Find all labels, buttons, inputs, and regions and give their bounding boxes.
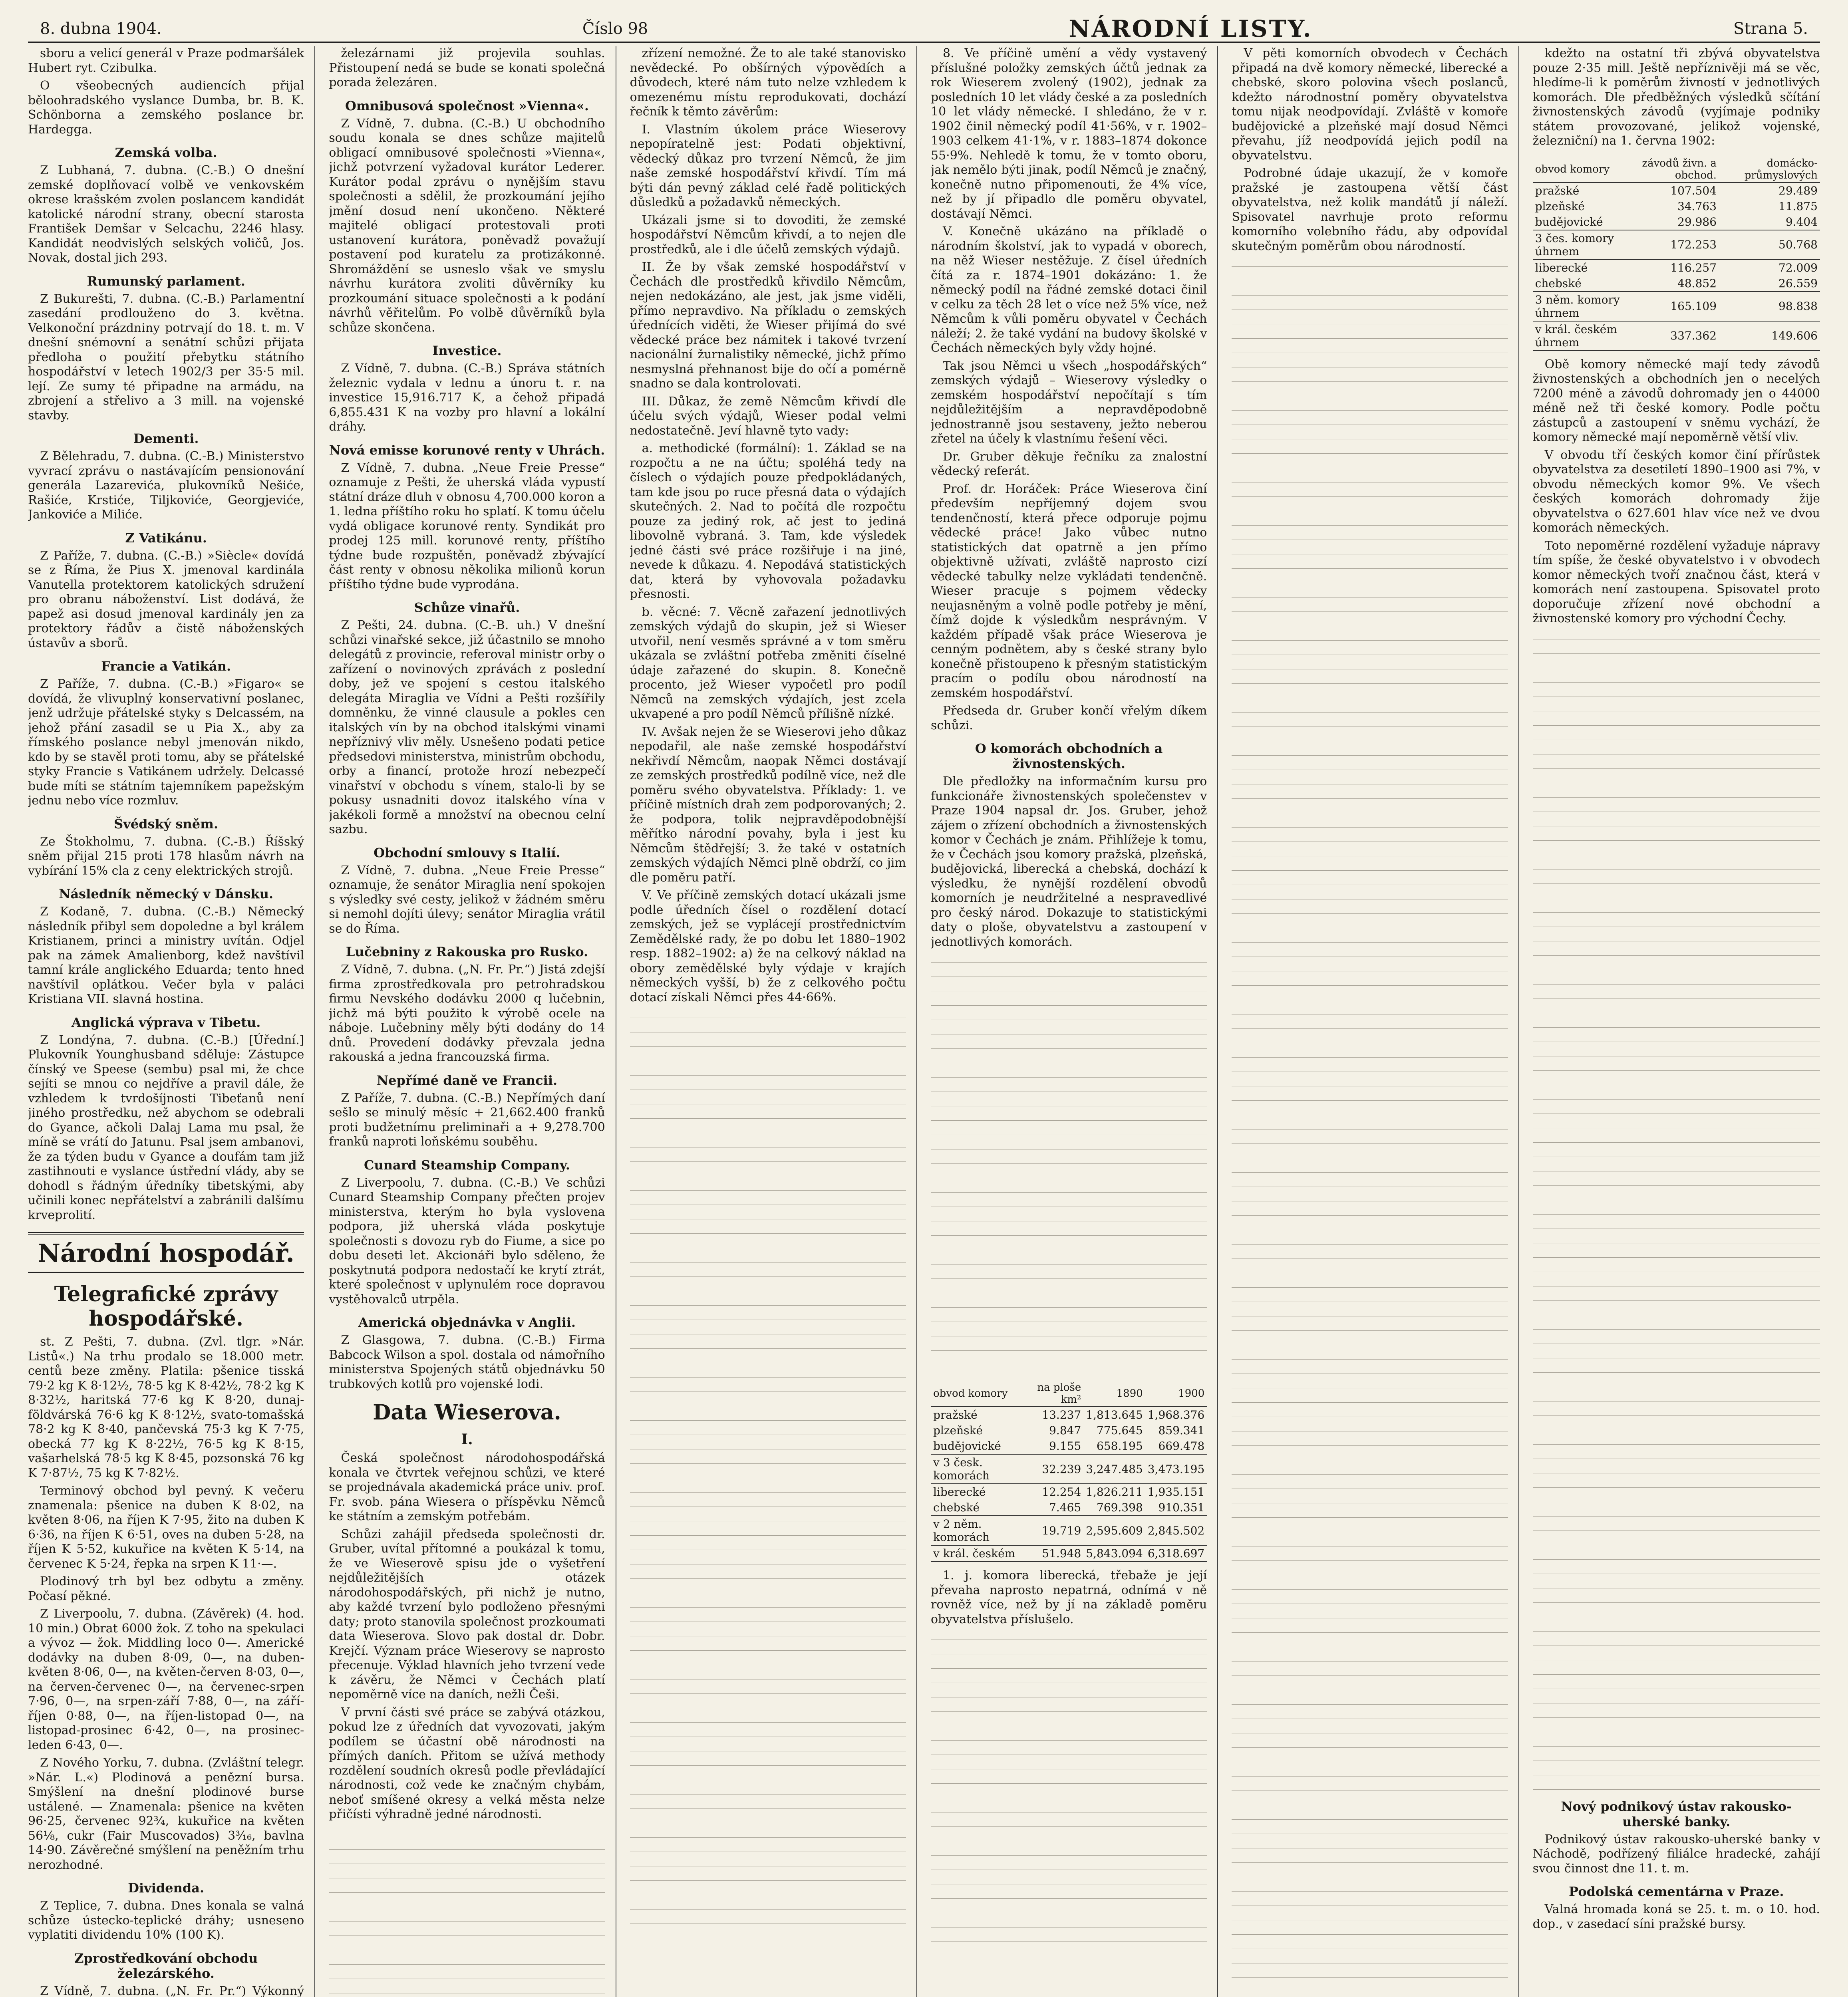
table-cell: 2,595.609 [1083,1516,1145,1545]
table-cell: 3,473.195 [1145,1454,1207,1484]
article-heading: Nepřímé daně ve Francii. [376,1072,558,1088]
article-heading: Dementi. [133,431,199,446]
table-cell: liberecké [933,1485,986,1499]
table-cell: budějovické [1535,215,1603,228]
table-cell: 29.489 [1778,184,1818,197]
table-cell: 116.257 [1670,261,1717,274]
article-text: Z Nového Yorku, 7. dubna. (Zvláštní telegr. »Nár. L.«) Plodinová a penězní bursa. Smýšlení na dnešní plodinové burse ustálené. — Znamenala: pšenice na květen 96·25, červenec 92¾, kukuřice na květen 56⅛, cukr (Fair Muscovados) 3³⁄₁₆, bavlna 14·90. Závěrečné smýšlení na peněžním trhu nerozhodné. [28,1756,304,1872]
article-heading: Lučebniny z Rakouska pro Rusko. [346,944,588,959]
article-komory-analysis [1232,46,1508,254]
article-korunova-renta [329,443,605,592]
table-cell: 3 něm. komory úhrnem [1533,292,1635,321]
article-text: Podnikový ústav rakousko-uherské banky v Náchodě, podřízený filiálce hradecké, zahájí svou činnost dne 11. t. m. [1532,1832,1820,1876]
table-cell: 9.404 [1785,215,1818,228]
article-heading: Švédský sněm. [114,816,219,832]
article-komory-cont [931,1568,1207,1627]
article-text: V. Konečně ukázáno na příkladě o národním školství, jak to vypadá v oborech, na něž Wieser nestěžuje. Z čísel úředních čítá za r. 1874–1901 dokázáno: 1. že německý podíl na řádné zemské dotaci činil v celku za těch 28 let o více než 5% více, než Němcům k vůli poměru obyvatel v Čechách náleží; 2. že také vydání na budovy školské v Čechách německých byly vždy hojné. [930,224,1207,355]
table-cell: 775.645 [1097,1424,1143,1437]
article-text: V. Ve příčině zemských dotací ukázali jsme podle úředních čísel o rozdělení dotací zemských, jež se vyplácejí prostřednictvím Zemědělské rady, že po dobu let 1880–1902 resp. 1882–1902: a) že na celkový náklad na obory zemědělské byly výdaje v krajích německých vyšší, b) že z celkového počtu dotací získali Němci přes 44·66%. [630,888,906,1004]
article-text: Dle předložky na informačním kursu pro funkcionáře živnostenských společenstev v Praze 1904 napsal dr. Jos. Gruber, jehož zájem o zřízení obchodních a živnostenských komor v Čechách je znám. Přihlížeje k tomu, že v Čechách jsou komory pražská, plzeňská, budějovická, liberecká a chebská, dochází k výsledku, že nynější rozdělení obvodů komorních je neudržitelné a nespravedlivé pro český národ. Dokazuje to statistickými daty o ploše, obyvatelstvu a zastoupení v jednotlivých komorách. [930,774,1207,949]
article-text: I. Vlastním úkolem práce Wieserovy nepopíratelně jest: Podati objektivní, vědecký důkaz pro tvrzení Němců, že jim naše zemské hospodářství křivdí. Tím má býti dán pevný základ celé řadě politických důsledků a požadavků německých. [630,122,906,209]
column-6 [1533,46,1820,1997]
table-cell: liberecké [1535,261,1588,274]
article-heading: Cunard Steamship Company. [364,1157,570,1173]
article-neprime-dane [329,1073,605,1149]
article-text: Z Bělehradu, 7. dubna. (C.-B.) Ministerstvo vyvrací zprávu o nastávajícím pensionování generála Lazarevića, plukovníků Nešiće, Rašiće, Krstiće, Tiljkoviće, Georgjeviće, Jankoviće a Miliće. [28,449,304,522]
article-heading: Data Wieserova. [373,1400,561,1425]
article-text: Z Liverpoolu, 7. dubna. (C.-B.) Ve schůzi Cunard Steamship Company přečten projev ministerstva, kterým ho byla vyslovena podpora, již uherská vláda poskytuje společnosti s dovozu ryb do Fiume, a sice po dobu deseti let. Akcionáři bylo sděleno, že poskytnutá podpora nedostačí ke krytí ztrát, které společnost v uplynulém roce dopravou vystěhovalců utrpěla. [329,1175,605,1306]
article-text: Schůzi zahájil předseda společnosti dr. Gruber, uvítal přítomné a poukázal k tomu, že ve Wieserově spisu jde o vyšetření nejdůležitějších otázek národohospodářských, při nichž je nutno, aby každé tvrzení bylo podloženo přesnými daty; proto stanovila společnost prozkoumati data Wieserova. Slovo pak dostal dr. Dobr. Krejčí. Význam práce Wieserovy se naprosto přecenuje. Výklad hlavních jeho tvrzení vede k závěru, že Němci v Čechách platí nepoměrně více na daních, nežli Češi. [329,1527,605,1701]
table-cell: 98.838 [1719,292,1820,321]
column-header: domácko-průmyslových [1719,157,1820,183]
article-tibet [28,1015,304,1223]
column-header: obvod komory [1533,157,1635,183]
article-text: V obvodu tří českých komor činí přírůstek obyvatelstva za desetiletí 1890–1900 asi 7%, v obvodu německých komor 9%. Ve všech českých komorách dohromady žije obyvatelstva o 627.601 hlav více než ve dvou komorách německých. [1532,448,1820,535]
article-heading: O komorách obchodních a živnostenských. [975,741,1163,771]
table-cell: 165.109 [1635,292,1719,321]
article-text: Z Bukurešti, 7. dubna. (C.-B.) Parlamentní zasedání prodlouženo do 3. května. Velkonoční prázdniny potrvají do 18. t. m. V dnešní snémovní a senátní schůzi přijata předloha o použití přebytku státního hospodářství v letech 1902/3 per 35·5 mil. lejí. Ze sumy té připadne na armádu, na zbrojení a střelivo a 3 mill. na vojenské stavby. [28,292,304,423]
article-rumunsky-parlament [28,274,304,423]
column-header: obvod komory [931,1381,1025,1407]
table-cell: 7.465 [1049,1501,1081,1514]
article-text: Z Teplice, 7. dubna. Dnes konala se valná schůze ústecko-teplické dráhy; usneseno vyplatiti dividendu 10% (100 K). [28,1899,304,1942]
table-cell: 1,826.211 [1086,1485,1143,1499]
article-text: Dr. Gruber děkuje řečníku za znalostní vědecký referát. [930,449,1207,478]
article-text: Plodinový trh byl bez odbytu a změny. Počasí pěkné. [28,1574,304,1603]
table-row [931,1438,1207,1454]
column-2 [329,46,616,1997]
table-row [931,1407,1207,1423]
article-text: kdežto na ostatní tři zbývá obyvatelstva pouze 2·35 mill. Ještě nepříznivěji má se věc, hledíme-li k poměrům živností v jednotlivých komorách. Dle předběžných výsledků sčítání živnostenských závodů (vyjímaje podniky státem provozované, jelikož vojenské, železniční) na 1. června 1902: [1532,46,1820,148]
column-4 [931,46,1218,1997]
article-text: Z Liverpoolu, 7. dubna. (Závěrek) (4. hod. 10 min.) Obrat 6000 žok. Z toho na spekulaci a vývoz — žok. Middling loco 0—. Americké dodávky na duben 8·09, 0—, na duben-květen 8·06, 0—, na květen-červen 8·03, 0—, na červen-červenec 0—, na červenec-srpen 7·96, 0—, na srpen-září 7·88, 0—, na září-říjen 0·88, 0—, na říjen-listopad 0—, na listopad-prosinec 6·42, 0—, na prosinec-leden 6·43, 0—. [28,1607,304,1752]
article-svedsky-snem [28,816,304,879]
table-cell: 34.763 [1677,199,1717,213]
article-heading: Zprostředkování obchodu železárského. [74,1950,258,1981]
table-cell: 3,247.485 [1083,1454,1145,1484]
article-americka-objednavka [329,1315,605,1392]
table-cell: 769.398 [1097,1501,1143,1514]
table-cell: 51.948 [1025,1545,1084,1562]
article-text: Podrobné údaje ukazují, že v komoře pražské je zastoupena větší část obyvatelstva, než kolik mandátů jí náleží. Spisovatel navrhuje proto reformu komorního volebního řádu, aby odpovídal skutečným poměrům obou národností. [1232,166,1508,253]
table-cell: 1,813.645 [1086,1408,1143,1421]
table-cell: pražské [1535,184,1580,197]
article-cementarna [1533,1884,1820,1931]
table-cell: 910.351 [1158,1501,1205,1514]
article-novy-ustav [1533,1799,1820,1876]
article-heading: Telegrafické zprávy hospodářské. [54,1282,278,1331]
table-cell: 658.195 [1097,1439,1143,1453]
article-columns [28,46,1820,1997]
table-row [931,1516,1207,1545]
table-cell: plzeňské [1535,199,1585,213]
article-text: Valná hromada koná se 25. t. m. o 10. hod. dop., v zasedací síni pražské bursy. [1532,1902,1820,1931]
article-text: II. Že by však zemské hospodářství v Čechách dle prostředků křivdilo Němcům, nejen nedokázáno, ale jest, jak jsme viděli, přímo nepravdivo. Na příkladu o zemských úřednících viděti, že Wieser přijímá do své vědecké práce bez námitek i takové tvrzení nacionální žurnalistiky německé, jichž přímo nesmyslná přehnanost bije do očí a pomérně snadno se dala kontrolovati. [630,260,906,391]
article-text: V pěti komorních obvodech v Čechách připadá na dvě komory německé, liberecké a chebské, skoro polovina všech poslanců, kdežto národnostní poměry obyvatelstva tomu nijak neodpovídají. Zvláště v komoře budějovické a plzeňské mají dosud Němci převahu, jíž neodpovídá jejich podíl na obyvatelstvu. [1232,46,1508,163]
article-komory [931,741,1207,949]
article-data-wieserova-cont [630,46,906,1005]
table-row [1533,183,1820,199]
article-text: Terminový obchod byl pevný. K večeru znamenala: pšenice na duben K 8·02, na květen 8·06, na říjen K 7·95, žito na duben K 6·36, na říjen K 6·51, oves na duben 5·28, na říjen K 5·52, kukuřice na květen K 5·14, na červenec K 5·24, řepka na srpen K 11·—. [28,1484,304,1571]
column-header: na ploše km² [1025,1381,1084,1407]
table-cell: 149.606 [1719,321,1820,351]
article-text: Toto nepoměrné rozdělení vyžaduje nápravy tím spíše, že české obyvatelstvo i v obvodech komor německých tvoří značnou část, která v komorách není zastoupena. Spisovatel proto doporučuje zřízení nové obchodní a živnostenské komory pro východní Čechy. [1532,538,1820,625]
article-text: st. Z Pešti, 7. dubna. (Zvl. tlgr. »Nár. Listů«.) Na trhu prodalo se 18.000 metr. centů beze změny. Platila: pšenice tisská 79·2 kg K 8·12½, 78·5 kg K 8·42½, 78·2 kg K 8·32½, haritská 77·6 kg K 8·20, dunaj-földvárská 76·6 kg K 8·12½, svato-tomašská 78·2 kg K 8·40, pančevská 75·3 kg K 7·75, obecká 77 kg K 8·22½, 76·5 kg K 8·15, vašarhelská 78·5 kg K 8·45, pozsonská 76 kg K 7·87½, 75 kg K 7·82½. [28,1335,304,1480]
table-cell: 3 čes. komory úhrnem [1533,230,1635,260]
newspaper-title: NÁRODNÍ LISTY. [1069,15,1313,42]
table-cell: 26.559 [1778,276,1818,290]
article-vatikan [28,530,304,651]
table-cell: chebské [1535,276,1582,290]
article-heading: Schůze vinařů. [414,600,520,615]
issue-date: 8. dubna 1904. [40,20,162,38]
table-cell: 48.852 [1677,276,1717,290]
article-text: 8. Ve příčině umění a vědy vystavený příslušné položky zemských účtů jednak za rok Wieserem zvolený (1902), jednak za posledních 10 let vlády české a za posledních 10 let vlády německé. I shledáno, že v r. 1902 činil německý podíl 41·56%, v r. 1902–1903 celkem 41·1%, v r. 1883–1874 dokonce 55·9%. Nehledě k tomu, že v tomto oboru, jak nemělo býti jinak, podíl Němců je značný, konečně nutno připomenouti, že 4% více, než by jí připadlo dle poměru obyvatel, dostávají Němci. [930,46,1207,221]
article-text: Předseda dr. Gruber končí vřelým díkem schůzi. [930,704,1207,732]
table-cell: 12.254 [1042,1485,1081,1499]
table-row [1533,321,1820,351]
article-naslednik [28,886,304,1007]
article-text: Z Paříže, 7. dubna. (C.-B.) Nepřímých daní sešlo se minulý měsíc + 21,662.400 franků proti budžetnímu preliminaři a + 9,278.700 franků naproti loňskému souběhu. [329,1091,605,1149]
column-5 [1232,46,1519,1997]
table-cell: 50.768 [1719,230,1820,260]
table-row [931,1500,1207,1516]
article-text: Česká společnost národohospodářská konala ve čtvrtek veřejnou schůzi, ve které se projednávala akademická práce univ. prof. Fr. svob. pána Wiesera o příspěvku Němců ke státním a zemským potřebám. [329,1451,605,1523]
table-cell: 5,843.094 [1083,1545,1145,1562]
table-cell: 11.875 [1778,199,1818,213]
article-omnibus [329,98,605,335]
article-heading: Zemská volba. [115,145,217,160]
text-block [931,1635,1207,1946]
text-block [931,957,1207,1377]
article-text: Prof. dr. Horáček: Práce Wieserova činí především nepříjemný dojem svou tendenčností, která přece odporuje pojmu vědecké práce! Jako vůbec nutno statistických dat opatrně a jen přímo objektivně užívati, zvláště naprosto cizí vědecké tabulky nelze vykládati tendenčně. Wieser pracuje s pojmem vědecky neujasněným a volně podle potřeby je mění, čímž dojde k výsledkům nesprávným. V každém případě však práce Wieserova je cenným podnětem, aby s české strany bylo konečně přistoupeno k přesným statistickým pracím o podílu obou národností na zemském hospodářství. [930,482,1207,700]
article-heading: Podolská cementárna v Praze. [1569,1884,1784,1899]
article-text: Z Paříže, 7. dubna. (C.-B.) »Siècle« dovídá se z Říma, že Pius X. jmenoval kardinála Vanutella protektorem katolických sdružení pro obranu náboženství. List dodává, že papež asi dosud jmenoval kardinály jen za protektory řádův a čistě náboženských ústavův a sborů. [28,548,304,650]
article-audience [28,46,304,137]
article-heading: Dividenda. [128,1880,205,1896]
column-3 [630,46,917,1997]
table-cell: pražské [933,1408,978,1421]
article-text: Z Vídně, 7. dubna. („N. Fr. Pr.“) Jistá zdejší firma zprostředkovala pro petrohradskou firmu Nevského dodávku 2000 q lučebnin, jichž má býti použito k výrobě ocele na náboje. Lučebniny měly býti dodány do 14 dnů. Provedení dodávky převzala jedna rakouská a jedna francouzská firma. [329,963,605,1064]
article-text: Z Vídně, 7. dubna. „Neue Freie Presse“ oznamuje, že senátor Miraglia není spokojen s výsledky své cesty, jelikož v žádném směru si nemohl dojíti úlevy; senátor Miraglia vrátil se do Říma. [329,863,605,936]
table-row [1533,292,1820,321]
table-cell: 107.504 [1670,184,1717,197]
article-cunard [329,1157,605,1307]
article-text: Z Paříže, 7. dubna. (C.-B.) »Figaro« se dovídá, že vlivuplný konservativní poslanec, jenž udržuje přátelské styky s Delcassém, na jehož přání zasadil se u Pia X., aby za římského poslance nebyl jmenován nikdo, kdo by se stavěl proti tomu, aby se přátelské styky Francie s Vatikánem udržely. Delcassé bude míti se státním tajemníkem papežským jednu nebo více rozmluv. [28,677,304,808]
table-cell: 29.986 [1677,215,1717,228]
article-heading: Americká objednávka v Anglii. [358,1315,576,1330]
article-heading: Nová emisse korunové renty v Uhrách. [329,442,605,458]
article-komory-conclusion [1533,357,1820,626]
table-cell: 669.478 [1158,1439,1205,1453]
text-block [1533,634,1820,1793]
article-heading: Následník německý v Dánsku. [59,886,274,901]
article-schuze-vinaru [329,600,605,837]
article-telegraficke-zpravy [28,1282,304,1872]
table-row [1533,276,1820,292]
issue-number: Číslo 98 [582,20,648,38]
table-row [1533,260,1820,276]
article-heading: Z Vatikánu. [125,530,207,546]
article-komory-zivnosti [1533,46,1820,149]
article-text: Tak jsou Němci u všech „hospodářských“ zemských výdajů – Wieserovy výsledky o zemském hospodářství nepočítají s tím nejdůležitějším a nepravděpodobně jednostranně jsou sestaveny, ježto neberou zřetel na účely k vlastnímu řešení věci. [930,359,1207,446]
table-header-row [1533,157,1820,183]
article-text: Z Vídně, 7. dubna. (C.-B.) Správa státních železnic vydala v lednu a únoru t. r. na investice 15,916.717 K, a čehož připadá 6,855.431 K na vozby pro hlavní a lokální dráhy. [329,361,605,434]
article-text: Z Londýna, 7. dubna. (C.-B.) [Úřední.] Plukovník Younghusband sděluje: Zástupce čínský ve Speese (sembu) psal mi, že chce sejíti se mnou co nejdříve a pravil dále, že vzhledem k tvrdošíjnosti Tibeťanů není jiného prostředku, než abychom se odebrali do Gyance, ačkoli Dalaj Lama mu psal, že míně se vrátí do Jatunu. Psal jsem ambanovi, že za týden budu v Gyance a doufám tam již zastihnouti e vyslance ústřední vlády, aby se dohodl s řádným úředníky tibetskými, aby učinili konec nepřátelství a zabránili dalšímu krveprolití. [28,1033,304,1222]
article-heading: Anglická výprava v Tibetu. [71,1014,261,1030]
article-data-wieserova [329,1400,605,1822]
text-block [1232,262,1508,1997]
text-block [630,1013,906,1931]
table-cell: 859.341 [1158,1424,1205,1437]
table-cell: 337.362 [1635,321,1719,351]
article-heading: Investice. [432,343,502,358]
section-heading-narodni-hospodar: Národní hospodář. [28,1232,304,1273]
table-row [931,1423,1207,1438]
article-zeleziarsky-obchod [28,1951,304,1997]
article-text: a. methodické (formální): 1. Základ se na rozpočtu a ne na účtu; spoléhá tedy na číslech o výdajích pouze předpokládaných, tam kde jsou po ruce přesná data o výdajích skutečných. 2. Nad to počítá dle rozpočtu pouze za jediný rok, ač jest to jediná libovolně vybraná. 3. Tam, kde výsledek jedné části své práce rozšiřuje i na jiné, nevede k důkazu. 4. Nepodává statistických dat, která by vyhovovala požadavku přesnosti. [630,441,906,601]
article-text: Z Lubhaná, 7. dubna. (C.-B.) O dnešní zemské doplňovací volbě ve venkovském okrese krašském zvolen poslancem kandidát katolické národní strany, obecní starosta František Demšar v Selcachu, 2246 hlasy. Kandidát neodvislých selských voličů, Jos. Novak, dostal jich 293. [28,163,304,265]
article-text: III. Důkaz, že země Němcům křivdí dle účelu svých výdajů, Wieser podal velmi nedostatečně. Jeví hlavně tyto vady: [630,394,906,438]
table-cell: chebské [933,1501,980,1514]
table-cell: 6,318.697 [1145,1545,1207,1562]
article-text: Ze Štokholmu, 7. dubna. (C.-B.) Říšský sněm přijal 215 proti 178 hlasům návrh na vybírání 15% cla z ceny elektrických strojů. [28,834,304,878]
table-cell: budějovické [933,1439,1001,1453]
article-text: Z Pešti, 24. dubna. (C.-B. uh.) V dnešní schůzi vinařské sekce, již účastnilo se mnoho delegátů z provincie, referoval ministr orby o zařízení o novinových zprávách z poslední doby, jež ve spojení s cestou italského delegáta Miraglia ve Vídni a Pešti rozšířily domněnku, že vinné clausule a pokles cen italských vín by na obchod italskými vinami nepříznivý vliv měly. Usnešeno podati petice předsedovi ministerstva, ministrům obchodu, orby a financí, protože hrozí nebezpečí vinařství v obchodu s vínem, stalo-li by se pokusy usnadniti dovoz italského vína v jakékoli formě a množství na obecnou celní sazbu. [329,618,605,836]
table-cell: v 3 česk. komorách [931,1454,1025,1484]
article-lucebniny [329,944,605,1065]
article-text: Z Vídně, 7. dubna. („N. Fr. Pr.“) Výkonný [40,1984,304,1997]
column-1 [28,46,315,1997]
table-row [931,1484,1207,1500]
article-text: V první části své práce se zabývá otázkou, pokud lze z úředních dat vyvozovati, jakým podílem se účastní obě národnosti na přímých daních. Přitom se užívá methody rozdělení soudních okresů podle převládající národnosti, což vede ke značným chybám, neboť smíšené okresy a velká města nelze přičísti výhradně jedné národnosti. [329,1705,605,1821]
table-cell: 172.253 [1635,230,1719,260]
trades-table [1533,157,1820,351]
article-text: zřízení nemožné. Že to ale také stanovisko nevědecké. Po obšírných výpovědích a důvodech, které nám tuto nelze vzhledem k omezenému místu reprodukovati, dochází řečník k těmto závěrům: [630,46,906,119]
article-text: Ukázali jsme si to dovoditi, že zemské hospodářství Němcům křivdí, a to nejen dle prostředků, ale i dle účelů zemských výdajů. [630,213,906,256]
table-cell: 1,935.151 [1147,1485,1205,1499]
article-text: železárnami již projevila souhlas. Přistoupení nedá se bude se konati společná porada železáren. [329,46,605,89]
article-obchodni-smlouvy [329,845,605,937]
table-cell: v 2 něm. komorách [931,1516,1025,1545]
population-table [931,1381,1207,1562]
article-dividenda [28,1880,304,1943]
article-text: IV. Avšak nejen že se Wieserovi jeho důkaz nepodařil, ale naše zemské hospodářství nekřivdí Němcům, naopak Němci dostávají ze zemských prostředků podílně více, než dle poměru svého obyvatelstva. Příklady: 1. ve příčině místních drah zem podporovaných; 2. že podpora, tolik nejpravděpodobnější měřítko národní povahy, byla i jest ku Němcům štědřejší; 3. že také v ostatních zemských výdajích Němci plně obdrží, co jim dle poměru patří. [630,725,906,885]
page-number: Strana 5. [1733,20,1808,38]
page-header [28,16,1820,43]
article-heading: Francie a Vatikán. [101,659,231,674]
table-row [931,1545,1207,1562]
table-cell: 2,845.502 [1145,1516,1207,1545]
article-francie-vatikan [28,659,304,808]
table-cell: 72.009 [1778,261,1818,274]
table-cell: plzeňské [933,1424,983,1437]
article-text: sboru a velicí generál v Praze podmaršálek Hubert ryt. Czibulka. [28,46,304,75]
article-heading: Obchodní smlouvy s Italií. [374,845,560,860]
column-header: 1890 [1083,1381,1145,1407]
table-row [1533,214,1820,230]
table-row [1533,230,1820,260]
article-text: b. věcné: 7. Věcně zařazení jednotlivých zemských výdajů do skupin, jež si Wieser utvořil, není vesměs správné a v tom směru ukázala se zvláštní potřeba změniti číselné údaje zařazené do skupin. 8. Konečně procento, jež Wieser vypočetl pro podíl Němců na zemských výdajích, jest zcela ukvapené a pro podíl Němců přílišně nízké. [630,605,906,721]
article-data-wieserova-end [931,46,1207,733]
article-heading: Omnibusová společnost »Vienna«. [345,98,589,113]
article-text: Z Glasgowa, 7. dubna. (C.-B.) Firma Babcock Wilson a spol. dostala od námořního ministerstva Spojených států objednávku 50 trubkových kotlů pro vojenské lodi. [329,1333,605,1391]
article-continuation [329,46,605,90]
article-zemska-volba [28,145,304,266]
table-row [1533,199,1820,214]
article-heading: Rumunský parlament. [87,273,245,289]
table-cell: 19.719 [1025,1516,1084,1545]
table-header-row [931,1381,1207,1407]
article-text: Z Vídně, 7. dubna. „Neue Freie Presse“ oznamuje z Pešti, že uherská vláda vypustí státní dráze dluh v obnosu 4,700.000 koron a 1. ledna příštího roku ho splatí. K tomu účelu vydá obligace korunové renty. Syndikát pro prodej 125 mill. korunové renty, příštího týdne bude rozpuštěn, poněvadž zbývající část renty v obnosu několika milionů korun příštího týdne bude vyprodána. [329,461,605,592]
article-text: Z Kodaně, 7. dubna. (C.-B.) Německý následník přibyl sem dopoledne a byl králem Kristianem, princi a ministry uvítán. Odjel pak na zámek Amalienborg, kdež navštívil tamní krále anglického Eduarda; tento hned navštívil oplátkou. Večer byla v paláci Kristiana VII. slavná hostina. [28,905,304,1006]
article-part-number: I. [461,1431,473,1448]
article-investice [329,343,605,435]
article-dementi [28,431,304,522]
table-row [931,1454,1207,1484]
column-header: závodů živn. a obchod. [1635,157,1719,183]
column-header: 1900 [1145,1381,1207,1407]
table-cell: v král. českém úhrnem [1533,321,1635,351]
table-cell: 13.237 [1042,1408,1081,1421]
text-block [329,1830,605,1997]
table-cell: 9.155 [1049,1439,1081,1453]
article-heading: Nový podnikový ústav rakousko-uherské banky. [1561,1798,1792,1829]
table-cell: v král. českém [931,1545,1025,1562]
table-cell: 9.847 [1049,1424,1081,1437]
article-text: Obě komory německé mají tedy závodů živnostenských a obchodních jen o necelých 7200 méně a závodů dohromady jen o 44000 méně než tři české komory. Podle počtu zástupců a zastoupení v sněmu vychází, že komory německé mají nepoměrně větší vliv. [1532,357,1820,444]
table-cell: 32.239 [1025,1454,1084,1484]
article-text: Z Vídně, 7. dubna. (C.-B.) U obchodního soudu konala se dnes schůze majitelů obligací omnibusové společnosti »Vienna«, jichž potvrzení vyžadoval kurátor Lederer. Kurátor podal zprávu o nynějším stavu společnosti a sdělil, že prozkoumání jejího jmění dosud není ukončeno. Některé majitelé obligací protestovali proti ustanovení kurátora, poněvadž považují postavení pod kuratelu za protizákonné. Shromáždění se usneslo však ve smyslu návrhu kurátora zvoliti důvěrníky ku prozkoumání situace společnosti a k podání návrhů věřitelům. Po volbě důvěrníků byla schůze skončena. [329,116,605,335]
article-text: O všeobecných audiencích přijal běloohradského vyslance Dumba, br. B. K. Schönborna a zemského poslance br. Hardegga. [28,79,304,137]
article-text: 1. j. komora liberecká, třebaže je její převaha naprosto nepatrná, odnímá v ně rovněž více, než by jí na základě poměru obyvatelstva příslušelo. [930,1568,1207,1626]
table-cell: 1,968.376 [1147,1408,1205,1421]
